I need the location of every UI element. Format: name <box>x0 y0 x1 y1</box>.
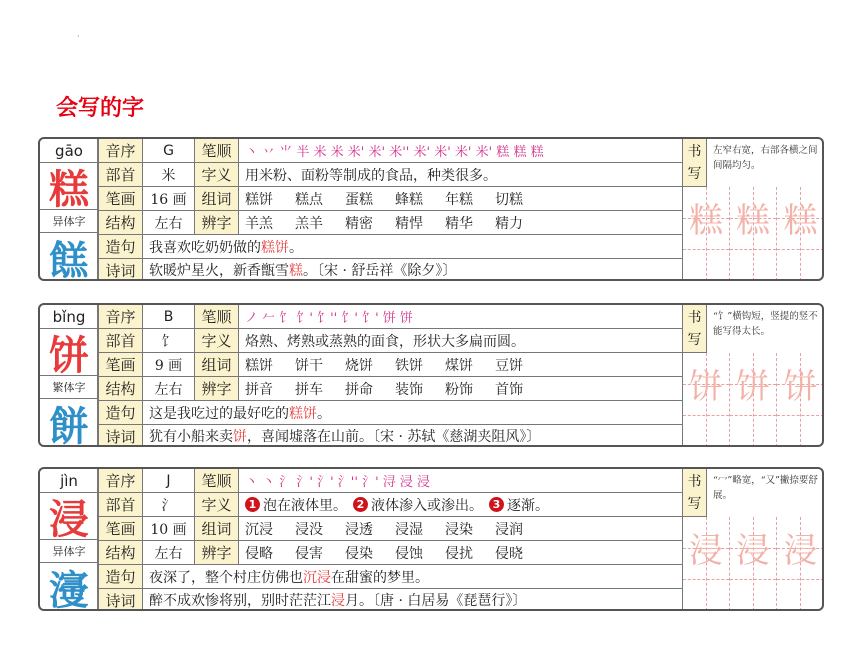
writing-label-bottom: 写 <box>687 495 702 512</box>
highlighted-word: 糕饼 <box>289 405 317 422</box>
word-item: 精华 <box>445 215 473 232</box>
character-card <box>38 137 824 281</box>
trace-character: 浸 <box>736 531 770 571</box>
label-bishun: 笔顺 <box>194 469 238 492</box>
writing-panel <box>682 139 824 279</box>
practice-cell <box>777 517 824 611</box>
label-ziyi: 字义 <box>194 493 238 516</box>
character-card <box>38 303 824 447</box>
label-bishun: 笔顺 <box>194 139 238 162</box>
word-item: 粉饰 <box>445 381 473 398</box>
main-character: 饼 <box>49 331 89 379</box>
trace-character: 浸 <box>783 531 818 571</box>
trace-character: 糕 <box>783 201 818 241</box>
meaning-number: 1 <box>245 497 260 512</box>
word-item: 沉浸 <box>245 521 273 538</box>
meaning <box>238 493 682 516</box>
corner-mark: · <box>77 32 80 41</box>
practice-grid <box>683 353 824 447</box>
word-item: 侵害 <box>295 545 323 562</box>
practice-grid <box>683 517 824 611</box>
label-bihua: 笔画 <box>98 517 142 540</box>
highlighted-word: 饼 <box>233 429 247 445</box>
variant-label: 异体字 <box>40 209 98 233</box>
structure-value: 左右 <box>142 541 194 564</box>
poem-line: 犹有小船来卖 饼 ，喜闻墟落在山前。〔宋 · 苏轼《慈湖夹阻风》〕 <box>142 425 682 447</box>
trace-character: 饼 <box>689 367 723 407</box>
page-title: 会写的字 <box>56 96 145 121</box>
word-item: 首饰 <box>495 381 523 398</box>
meaning-number: 2 <box>353 497 368 512</box>
word-item: 精悍 <box>395 215 423 232</box>
row-bushou <box>98 493 682 517</box>
word-item: 羔羊 <box>295 215 323 232</box>
variant-character: 餻 <box>49 236 89 281</box>
writing-label-bottom: 写 <box>687 331 702 348</box>
row-shici <box>98 589 682 611</box>
variant-character: 濅 <box>49 566 89 611</box>
writing-label-top: 书 <box>687 309 702 326</box>
distinguish-list <box>238 541 682 564</box>
word-item: 精力 <box>495 215 523 232</box>
row-bushou <box>98 329 682 353</box>
highlighted-word: 沉浸 <box>303 569 331 586</box>
practice-grid <box>683 187 824 281</box>
example-sentence: 我喜欢吃奶奶做的 糕饼 。 <box>142 235 682 258</box>
word-item: 浸没 <box>295 521 323 538</box>
practice-cell <box>730 353 777 447</box>
word-item: 糕饼 <box>245 357 273 374</box>
label-zuci: 组词 <box>194 187 238 210</box>
word-list <box>238 187 682 210</box>
row-bushou <box>98 163 682 187</box>
label-yinxu: 音序 <box>98 305 142 328</box>
distinguish-list <box>238 211 682 234</box>
row-bihua <box>98 353 682 377</box>
stroke-order: ノ 𠂉 饣 饣' 饣'' 饣' 饣' 饼 饼 <box>238 305 682 328</box>
row-shici <box>98 425 682 447</box>
variant-character: 餅 <box>49 402 89 447</box>
yinxu-value: G <box>142 139 194 162</box>
row-jiegou <box>98 211 682 235</box>
character-column <box>40 469 98 609</box>
label-shici: 诗词 <box>98 425 142 447</box>
word-item: 豆饼 <box>495 357 523 374</box>
row-yinxu <box>98 469 682 493</box>
word-item: 切糕 <box>495 191 523 208</box>
word-item: 侵染 <box>345 545 373 562</box>
row-bihua <box>98 517 682 541</box>
practice-cell <box>730 517 777 611</box>
meaning-item: 逐渐。 <box>507 497 549 514</box>
writing-tip: “冖”略宽，“又”撇捺要舒展。 <box>713 475 818 501</box>
meaning: 用米粉、面粉等制成的食品，种类很多。 <box>238 163 682 186</box>
writing-label-bottom: 写 <box>687 165 702 182</box>
word-item: 烧饼 <box>345 357 373 374</box>
pinyin: jìn <box>40 469 98 493</box>
distinguish-list <box>238 377 682 400</box>
main-character: 浸 <box>49 495 89 543</box>
label-bianzi: 辨字 <box>194 377 238 400</box>
label-bushou: 部首 <box>98 163 142 186</box>
writing-panel <box>682 305 824 445</box>
bushou-value: 米 <box>142 163 194 186</box>
row-jiegou <box>98 541 682 565</box>
trace-character: 浸 <box>689 531 723 571</box>
character-column <box>40 139 98 279</box>
meaning-item: 液体渗入或渗出。 <box>371 497 483 514</box>
practice-cell <box>777 353 824 447</box>
row-yinxu <box>98 139 682 163</box>
word-item: 侵蚀 <box>395 545 423 562</box>
word-item: 糕饼 <box>245 191 273 208</box>
label-jiegou: 结构 <box>98 377 142 400</box>
bushou-value: 氵 <box>142 493 194 516</box>
row-yinxu <box>98 305 682 329</box>
bushou-value: 饣 <box>142 329 194 352</box>
word-item: 侵扰 <box>445 545 473 562</box>
poem-line: 醉不成欢惨将别，别时茫茫江 浸 月。〔唐 · 白居易《琵琶行》〕 <box>142 589 682 611</box>
row-shici <box>98 259 682 281</box>
writing-label-top: 书 <box>687 143 702 160</box>
label-bihua: 笔画 <box>98 353 142 376</box>
word-item: 年糕 <box>445 191 473 208</box>
practice-cell <box>683 353 730 447</box>
word-item: 装饰 <box>395 381 423 398</box>
word-item: 铁饼 <box>395 357 423 374</box>
meaning-number: 3 <box>489 497 504 512</box>
word-list <box>238 353 682 376</box>
label-bihua: 笔画 <box>98 187 142 210</box>
writing-label <box>683 469 707 517</box>
word-item: 侵略 <box>245 545 273 562</box>
label-bianzi: 辨字 <box>194 211 238 234</box>
word-item: 浸染 <box>445 521 473 538</box>
example-sentence: 这是我吃过的最好吃的 糕饼 。 <box>142 401 682 424</box>
trace-character: 饼 <box>783 367 818 407</box>
label-bishun: 笔顺 <box>194 305 238 328</box>
highlighted-word: 糕 <box>289 263 303 279</box>
word-item: 浸湿 <box>395 521 423 538</box>
word-item: 拼音 <box>245 381 273 398</box>
label-shici: 诗词 <box>98 259 142 281</box>
label-bianzi: 辨字 <box>194 541 238 564</box>
label-ziyi: 字义 <box>194 163 238 186</box>
writing-tip: “饣”横钩短，竖提的竖不能写得太长。 <box>713 311 818 337</box>
word-item: 侵晓 <box>495 545 523 562</box>
word-item: 糕点 <box>295 191 323 208</box>
trace-character: 糕 <box>736 201 770 241</box>
label-yinxu: 音序 <box>98 469 142 492</box>
yinxu-value: B <box>142 305 194 328</box>
trace-character: 糕 <box>689 201 723 241</box>
word-list <box>238 517 682 540</box>
writing-label-top: 书 <box>687 473 702 490</box>
label-bushou: 部首 <box>98 329 142 352</box>
word-item: 饼干 <box>295 357 323 374</box>
trace-character: 饼 <box>736 367 770 407</box>
label-zaoju: 造句 <box>98 401 142 424</box>
writing-panel <box>682 469 824 609</box>
word-item: 蛋糕 <box>345 191 373 208</box>
word-item: 拼车 <box>295 381 323 398</box>
example-sentence: 夜深了，整个村庄仿佛也 沉浸 在甜蜜的梦里。 <box>142 565 682 588</box>
label-jiegou: 结构 <box>98 211 142 234</box>
stroke-count: 10 画 <box>142 517 194 540</box>
row-jiegou <box>98 377 682 401</box>
label-zuci: 组词 <box>194 517 238 540</box>
main-character: 糕 <box>49 165 89 213</box>
yinxu-value: J <box>142 469 194 492</box>
row-zaoju <box>98 401 682 425</box>
variant-label: 异体字 <box>40 539 98 563</box>
poem-line: 软暖炉星火，新香甑雪 糕 。〔宋 · 舒岳祥《除夕》〕 <box>142 259 682 281</box>
character-column <box>40 305 98 445</box>
label-zaoju: 造句 <box>98 565 142 588</box>
writing-tip: 左窄右宽，右部各横之间间隔均匀。 <box>713 145 818 171</box>
writing-label <box>683 305 707 353</box>
word-item: 浸润 <box>495 521 523 538</box>
label-jiegou: 结构 <box>98 541 142 564</box>
word-item: 浸透 <box>345 521 373 538</box>
word-item: 拼命 <box>345 381 373 398</box>
stroke-order: 丶 丶 氵 氵' 氵' 氵'' 氵' 浔 浸 浸 <box>238 469 682 492</box>
structure-value: 左右 <box>142 211 194 234</box>
word-item: 羊羔 <box>245 215 273 232</box>
label-zuci: 组词 <box>194 353 238 376</box>
meaning: 烙熟、烤熟或蒸熟的面食，形状大多扁而圆。 <box>238 329 682 352</box>
variant-label: 繁体字 <box>40 375 98 399</box>
stroke-count: 9 画 <box>142 353 194 376</box>
word-item: 煤饼 <box>445 357 473 374</box>
practice-cell <box>683 187 730 281</box>
highlighted-word: 浸 <box>331 593 345 609</box>
stroke-order: 丶 丷 ⺌ 半 米 米 米' 米' 米'' 米' 米' 米' 米' 糕 糕 糕 <box>238 139 682 162</box>
stroke-count: 16 画 <box>142 187 194 210</box>
row-zaoju <box>98 565 682 589</box>
highlighted-word: 糕饼 <box>261 239 289 256</box>
pinyin: bǐng <box>40 305 98 329</box>
practice-cell <box>683 517 730 611</box>
character-card <box>38 467 824 611</box>
label-shici: 诗词 <box>98 589 142 611</box>
label-ziyi: 字义 <box>194 329 238 352</box>
meaning-item: 泡在液体里。 <box>263 497 347 514</box>
writing-label <box>683 139 707 187</box>
pinyin: gāo <box>40 139 98 163</box>
row-zaoju <box>98 235 682 259</box>
label-zaoju: 造句 <box>98 235 142 258</box>
practice-cell <box>730 187 777 281</box>
label-bushou: 部首 <box>98 493 142 516</box>
row-bihua <box>98 187 682 211</box>
label-yinxu: 音序 <box>98 139 142 162</box>
word-item: 蜂糕 <box>395 191 423 208</box>
structure-value: 左右 <box>142 377 194 400</box>
word-item: 精密 <box>345 215 373 232</box>
practice-cell <box>777 187 824 281</box>
